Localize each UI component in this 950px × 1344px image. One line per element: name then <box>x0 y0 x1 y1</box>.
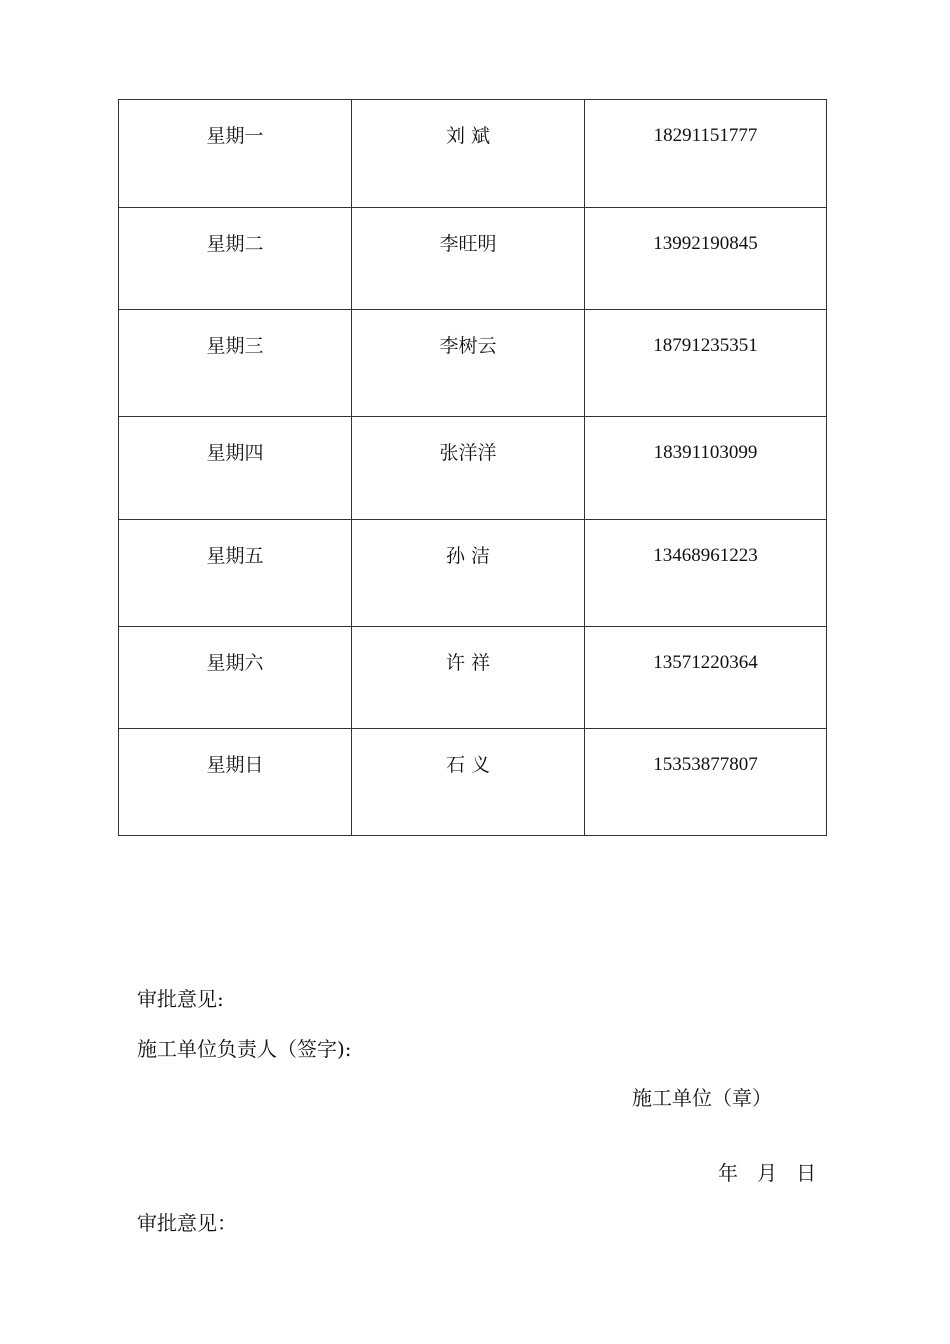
name-cell: 刘 斌 <box>352 100 585 208</box>
table-row <box>119 627 827 729</box>
name-cell: 孙 洁 <box>352 520 585 627</box>
duty-roster-table <box>118 99 827 836</box>
day-cell: 星期一 <box>119 100 352 208</box>
name-cell: 石 义 <box>352 729 585 836</box>
date-line: 年 月 日 <box>718 1161 817 1185</box>
contractor-signature-label: 施工单位负责人（签字): <box>137 1037 352 1061</box>
day-cell: 星期六 <box>119 627 352 729</box>
day-cell: 星期四 <box>119 417 352 520</box>
table-row <box>119 100 827 208</box>
name-cell: 张洋洋 <box>352 417 585 520</box>
phone-cell: 18391103099 <box>585 417 827 520</box>
approval-opinion-label: 审批意见: <box>137 987 224 1011</box>
table-row <box>119 310 827 417</box>
day-cell: 星期五 <box>119 520 352 627</box>
phone-cell: 15353877807 <box>585 729 827 836</box>
day-cell: 星期二 <box>119 208 352 310</box>
name-cell: 李树云 <box>352 310 585 417</box>
phone-cell: 18791235351 <box>585 310 827 417</box>
table-row <box>119 417 827 520</box>
name-cell: 许 祥 <box>352 627 585 729</box>
table-row <box>119 208 827 310</box>
table-row <box>119 520 827 627</box>
contractor-seal-label: 施工单位（章） <box>632 1086 772 1110</box>
day-cell: 星期日 <box>119 729 352 836</box>
phone-cell: 13571220364 <box>585 627 827 729</box>
name-cell: 李旺明 <box>352 208 585 310</box>
day-cell: 星期三 <box>119 310 352 417</box>
table-row <box>119 729 827 836</box>
phone-cell: 13468961223 <box>585 520 827 627</box>
phone-cell: 18291151777 <box>585 100 827 208</box>
second-approval-opinion-label: 审批意见： <box>137 1211 237 1235</box>
phone-cell: 13992190845 <box>585 208 827 310</box>
